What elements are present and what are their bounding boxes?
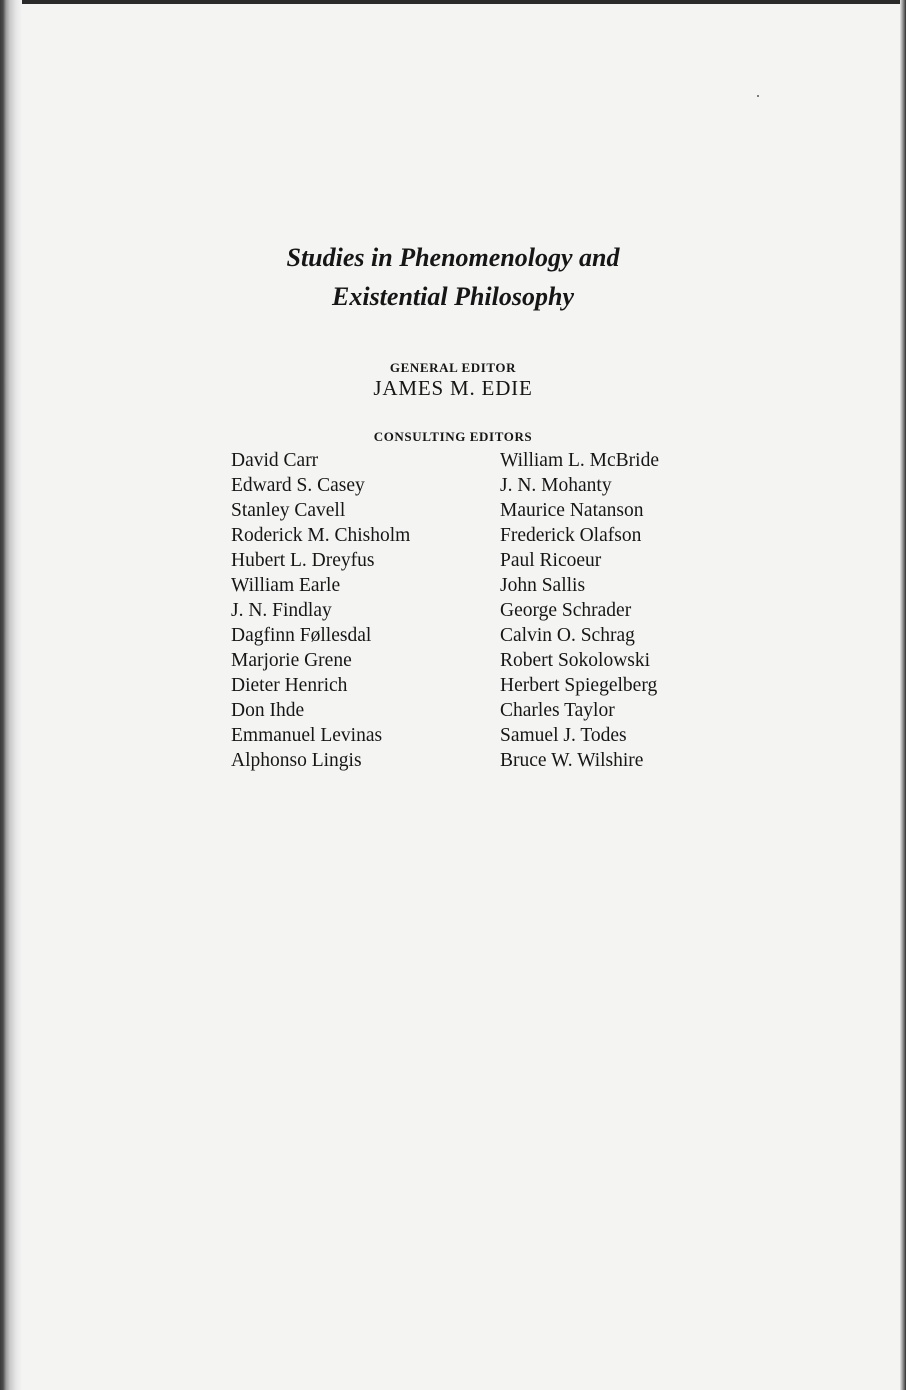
series-title-line-1: Studies in Phenomenology and bbox=[286, 243, 620, 272]
editor-name: William L. McBride bbox=[500, 450, 659, 471]
editor-name: Bruce W. Wilshire bbox=[500, 750, 644, 771]
editor-name: Dieter Henrich bbox=[231, 675, 348, 696]
consulting-editors-label: CONSULTING EDITORS bbox=[373, 429, 533, 444]
editor-name: Dagfinn Føllesdal bbox=[231, 625, 372, 646]
editor-name: Edward S. Casey bbox=[231, 475, 365, 496]
scan-speck bbox=[757, 95, 759, 97]
series-title-line-2: Existential Philosophy bbox=[332, 282, 574, 311]
editor-name: Emmanuel Levinas bbox=[231, 725, 383, 746]
editor-name: Frederick Olafson bbox=[500, 525, 642, 546]
editor-name: Maurice Natanson bbox=[500, 500, 644, 521]
page-right-edge bbox=[900, 0, 906, 1390]
editor-name: William Earle bbox=[231, 575, 341, 596]
editor-name: John Sallis bbox=[500, 575, 586, 596]
editor-name: George Schrader bbox=[500, 600, 632, 621]
editor-name: Don Ihde bbox=[231, 700, 305, 721]
editor-name: Marjorie Grene bbox=[231, 650, 352, 671]
general-editor-label: GENERAL EDITOR bbox=[389, 360, 517, 375]
editor-name: Stanley Cavell bbox=[231, 500, 346, 521]
consulting-editors-right-column bbox=[500, 448, 659, 773]
editor-name: Samuel J. Todes bbox=[500, 725, 627, 746]
editor-name: Paul Ricoeur bbox=[500, 550, 602, 571]
page-binding-edge bbox=[0, 0, 22, 1390]
editor-name: J. N. Mohanty bbox=[500, 475, 612, 496]
editor-name: Alphonso Lingis bbox=[231, 750, 362, 771]
editor-name: Hubert L. Dreyfus bbox=[231, 550, 375, 571]
page-top-edge bbox=[0, 0, 906, 4]
consulting-editors-left-column bbox=[231, 448, 410, 773]
editor-name: Calvin O. Schrag bbox=[500, 625, 635, 646]
editor-name: J. N. Findlay bbox=[231, 600, 332, 621]
editor-name: David Carr bbox=[231, 450, 319, 471]
editor-name: Roderick M. Chisholm bbox=[231, 525, 411, 546]
editor-name: Charles Taylor bbox=[500, 700, 615, 721]
general-editor-name: JAMES M. EDIE bbox=[373, 376, 533, 400]
editor-name: Robert Sokolowski bbox=[500, 650, 651, 671]
editor-name: Herbert Spiegelberg bbox=[500, 675, 658, 696]
